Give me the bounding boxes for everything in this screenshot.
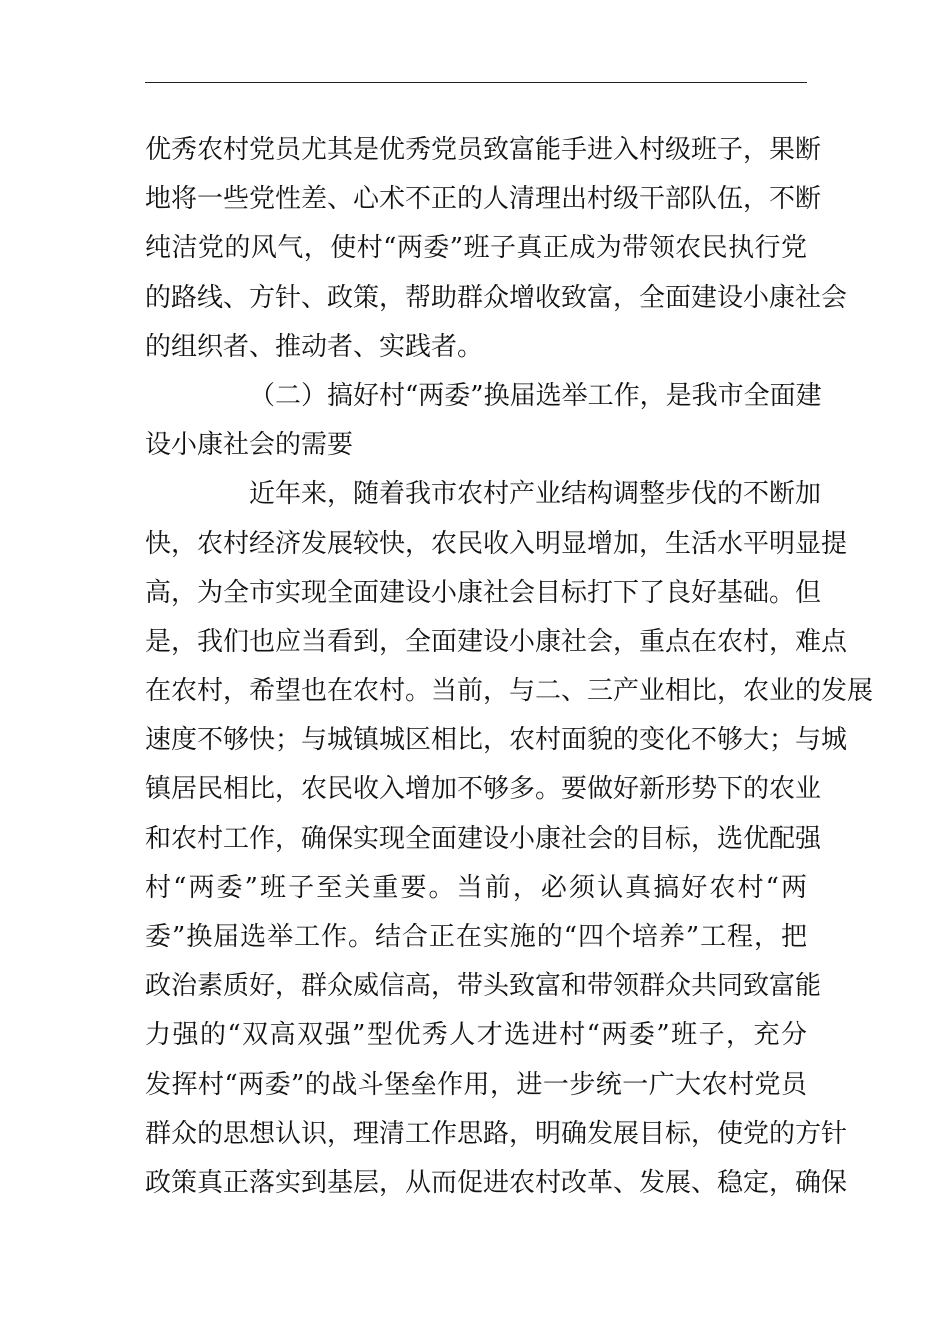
- text-line: 快，农村经济发展较快，农民收入明显增加，生活水平明显提: [145, 528, 848, 559]
- text-line: 是，我们也应当看到，全面建设小康社会，重点在农村，难点: [145, 626, 848, 657]
- text-line: 委”换届选举工作。结合正在实施的“四个培养”工程，把: [145, 922, 807, 952]
- text-line: 群众的思想认识，理清工作思路，明确发展目标，使党的方针: [145, 1118, 848, 1149]
- text-line: 纯洁党的风气，使村“两委”班子真正成为带领农民执行党: [145, 233, 807, 264]
- text-line: 政治素质好，群众威信高，带头致富和带领群众共同致富能: [145, 971, 822, 1002]
- text-line: 的路线、方针、政策，帮助群众增收致富，全面建设小康社会: [145, 282, 848, 313]
- text-line: 的组织者、推动者、实践者。: [145, 331, 484, 362]
- text-line: 设小康社会的需要: [145, 430, 354, 461]
- text-line: 力强的“双高双强”型优秀人才选进村“两委”班子，充分: [145, 1020, 807, 1051]
- text-line: 发挥村“两委”的战斗堡垒作用，进一步统一广大农村党员: [145, 1069, 807, 1100]
- text-line: 政策真正落实到基层，从而促进农村改革、发展、稳定，确保: [145, 1167, 848, 1198]
- text-line: 地将一些党性差、心术不正的人清理出村级干部队伍，不断: [145, 184, 822, 215]
- text-line: 速度不够快；与城镇城区相比，农村面貌的变化不够大；与城: [145, 725, 848, 756]
- text-line: 高，为全市实现全面建设小康社会目标打下了良好基础。但: [145, 577, 822, 608]
- text-line: 镇居民相比，农民收入增加不够多。要做好新形势下的农业: [145, 774, 822, 805]
- text-line: 和农村工作，确保实现全面建设小康社会的目标，选优配强: [145, 823, 822, 854]
- text-line: （二）搞好村“两委”换届选举工作，是我市全面建: [249, 380, 822, 411]
- header-rule: [145, 82, 807, 83]
- text-line: 村“两委”班子至关重要。当前，必须认真搞好农村“两: [145, 872, 807, 903]
- text-line: 近年来，随着我市农村产业结构调整步伐的不断加: [249, 479, 822, 510]
- text-line: 在农村，希望也在农村。当前，与二、三产业相比，农业的发展: [145, 676, 874, 707]
- text-line: 优秀农村党员尤其是优秀党员致富能手进入村级班子，果断: [145, 135, 822, 165]
- document-body: [145, 126, 874, 1208]
